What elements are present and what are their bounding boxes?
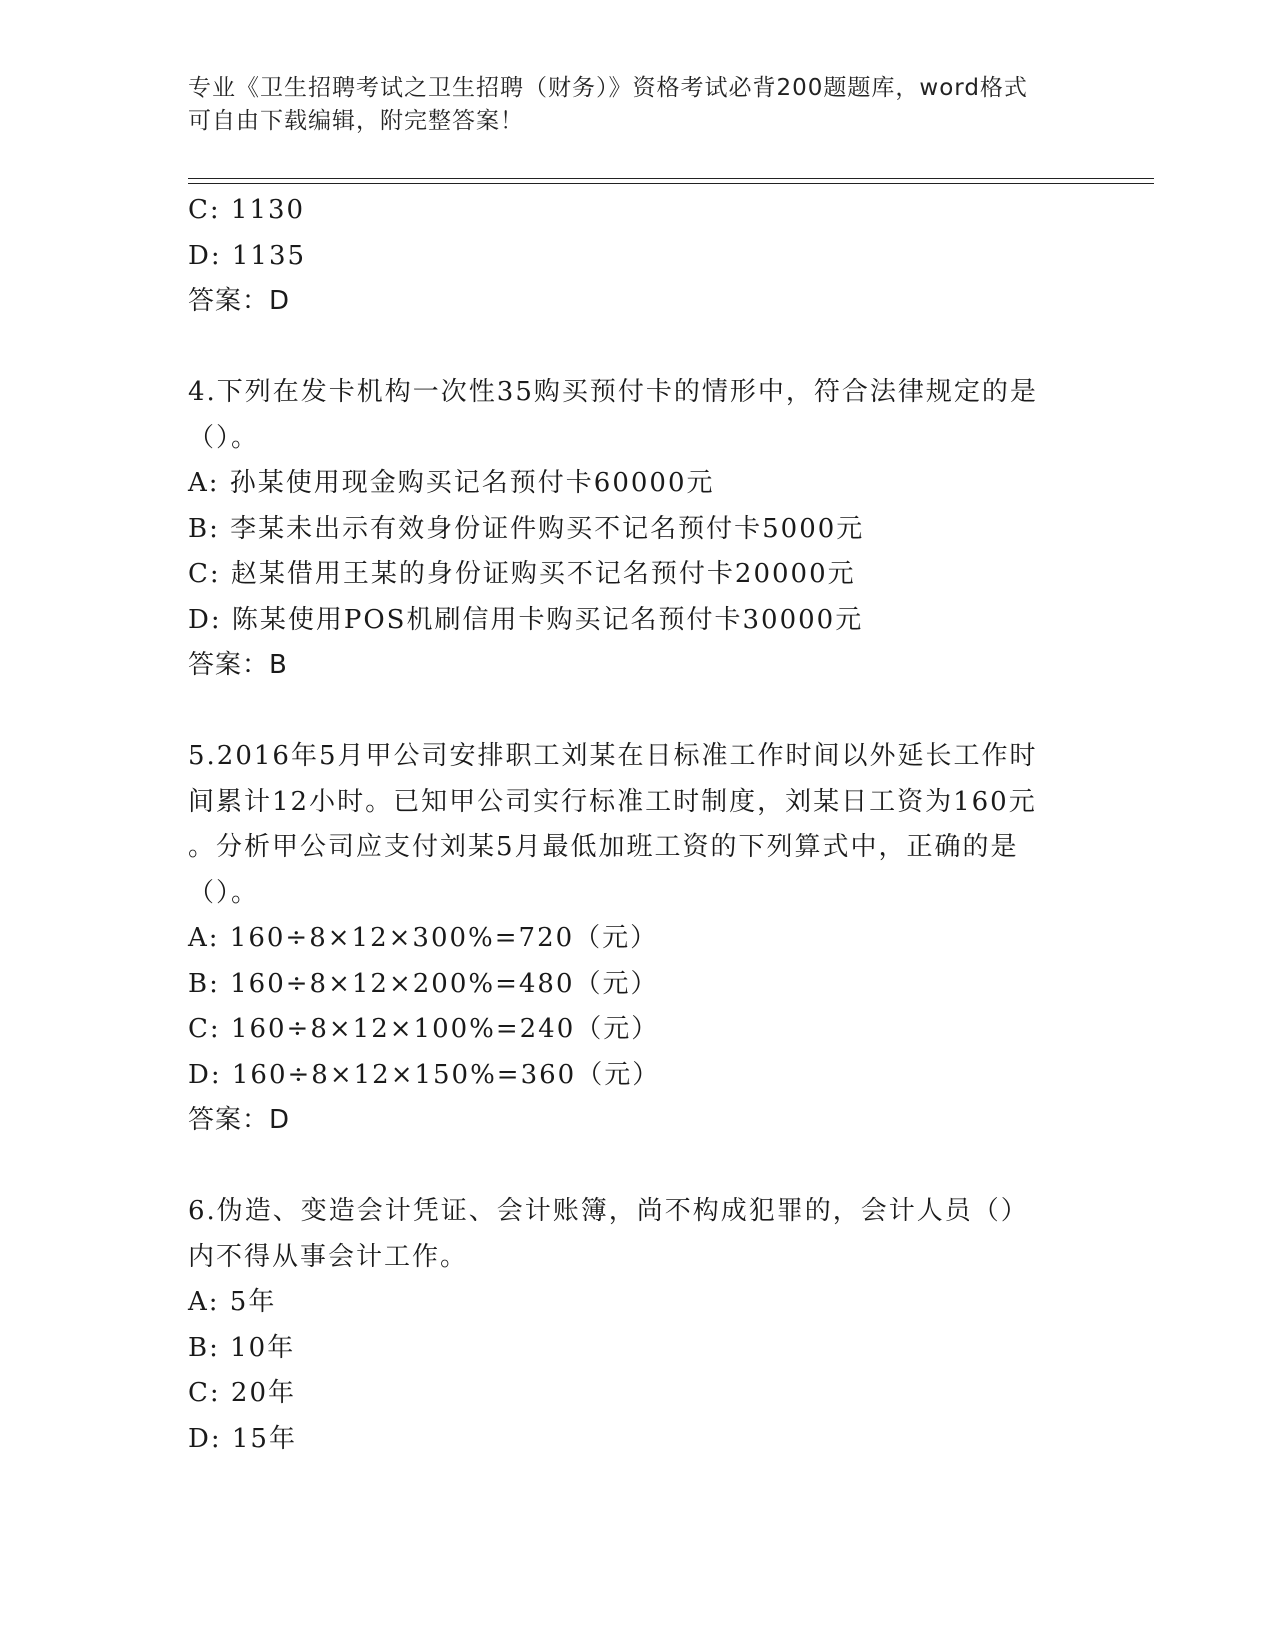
question-5-stem-line-2: 间累计12小时。已知甲公司实行标准工时制度，刘某日工资为160元 <box>188 786 1037 817</box>
question-4-option-a: A: 孙某使用现金购买记名预付卡60000元 <box>188 468 715 498</box>
question-3-option-d: D: 1135 <box>188 240 307 271</box>
question-3-answer: 答案：D <box>188 286 291 316</box>
question-5-answer: 答案：D <box>188 1105 291 1135</box>
question-4-option-b: B: 李某未出示有效身份证件购买不记名预付卡5000元 <box>188 513 865 544</box>
spacer <box>188 325 1088 371</box>
question-6-option-a: A: 5年 <box>188 1287 277 1317</box>
question-4 <box>188 370 1088 689</box>
question-4-option-c: C: 赵某借用王某的身份证购买不记名预付卡20000元 <box>188 559 856 589</box>
question-5-option-c: C: 160÷8×12×100%=240（元） <box>188 1014 660 1044</box>
question-3-option-c: C: 1130 <box>188 195 306 225</box>
question-3-tail <box>188 188 1088 325</box>
question-5 <box>188 734 1088 1144</box>
header-divider <box>188 178 1154 184</box>
question-4-stem-line-2: （）。 <box>188 422 260 453</box>
question-6-option-c: C: 20年 <box>188 1378 297 1408</box>
spacer <box>188 1144 1088 1190</box>
question-5-option-a: A: 160÷8×12×300%=720（元） <box>188 923 659 953</box>
header-title-line-2: 可自由下载编辑，附完整答案！ <box>188 108 524 134</box>
spacer <box>188 689 1088 735</box>
question-6-stem-line-2: 内不得从事会计工作。 <box>188 1241 469 1272</box>
question-6-option-b: B: 10年 <box>188 1332 296 1363</box>
question-5-option-d: D: 160÷8×12×150%=360（元） <box>188 1059 661 1090</box>
question-5-option-b: B: 160÷8×12×200%=480（元） <box>188 968 659 999</box>
question-6-option-d: D: 15年 <box>188 1423 297 1454</box>
question-6 <box>188 1189 1088 1462</box>
header-title-line-1: 专业《卫生招聘考试之卫生招聘（财务）》资格考试必背200题题库，word格式 <box>188 75 1028 101</box>
question-4-answer: 答案：B <box>188 650 288 680</box>
question-6-stem-line-1: 6.伪造、变造会计凭证、会计账簿，尚不构成犯罪的，会计人员（） <box>188 1196 1029 1226</box>
question-5-stem-line-4: （）。 <box>188 877 260 908</box>
question-5-stem-line-1: 5.2016年5月甲公司安排职工刘某在日标准工作时间以外延长工作时 <box>188 741 1038 771</box>
document-header <box>188 72 1088 138</box>
question-5-stem-line-3: 。分析甲公司应支付刘某5月最低加班工资的下列算式中，正确的是 <box>188 832 1019 862</box>
question-4-stem-line-1: 4.下列在发卡机构一次性35购买预付卡的情形中，符合法律规定的是 <box>188 377 1038 407</box>
question-4-option-d: D: 陈某使用POS机刷信用卡购买记名预付卡30000元 <box>188 604 864 635</box>
document-body <box>188 188 1088 1462</box>
